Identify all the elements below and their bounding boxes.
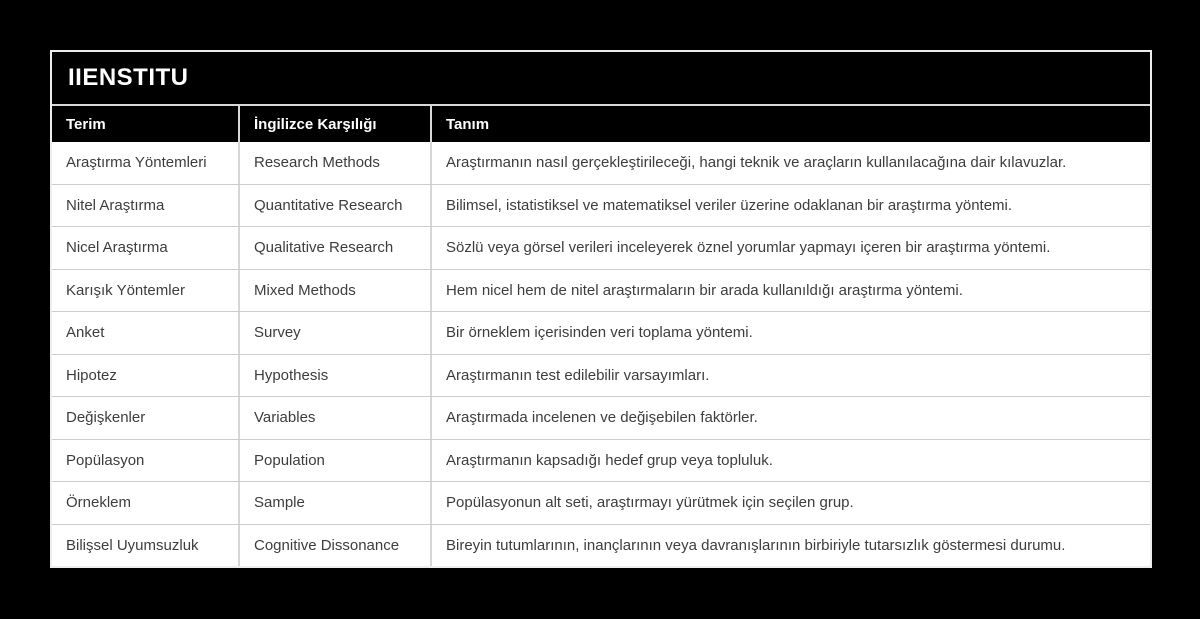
table-row: [52, 142, 1150, 184]
definition-cell: Araştırmada incelenen ve değişebilen faktörler.: [430, 397, 1150, 439]
column-header-term: Terim: [66, 115, 106, 133]
definition-cell: Araştırmanın test edilebilir varsayımları.: [430, 355, 1150, 397]
term-cell: Bilişsel Uyumsuzluk: [66, 536, 199, 554]
table-row: [52, 269, 1150, 312]
definition-cell: Hem nicel hem de nitel araştırmaların bir arada kullanıldığı araştırma yöntemi.: [430, 270, 1150, 312]
english-cell: Population: [238, 440, 430, 482]
definition-cell: Araştırmanın nasıl gerçekleştirileceği, hangi teknik ve araçların kullanılacağına dair kılavuzlar.: [430, 142, 1150, 184]
term-cell: Karışık Yöntemler: [66, 281, 185, 299]
english-cell: Quantitative Research: [238, 185, 430, 227]
definition-cell: Bireyin tutumlarının, inançlarının veya davranışlarının birbiriyle tutarsızlık göstermesi durumu.: [430, 525, 1150, 567]
english-cell: Survey: [238, 312, 430, 354]
term-cell: Değişkenler: [66, 409, 146, 427]
term-cell: Nitel Araştırma: [66, 196, 165, 214]
english-cell: Hypothesis: [238, 355, 430, 397]
table-row: [52, 524, 1150, 567]
term-cell: Hipotez: [66, 366, 117, 384]
table-row: [52, 439, 1150, 482]
table-row: [52, 354, 1150, 397]
term-cell: Anket: [66, 324, 105, 342]
term-cell: Nicel Araştırma: [66, 239, 168, 257]
glossary-table: [50, 50, 1152, 568]
table-row: [52, 226, 1150, 269]
term-cell: Popülasyon: [66, 451, 145, 469]
table-row: [52, 184, 1150, 227]
table-header-row: [52, 104, 1150, 142]
definition-cell: Bir örneklem içerisinden veri toplama yöntemi.: [430, 312, 1150, 354]
column-header-definition: Tanım: [430, 106, 1150, 142]
definition-cell: Popülasyonun alt seti, araştırmayı yürütmek için seçilen grup.: [430, 482, 1150, 524]
english-cell: Research Methods: [238, 142, 430, 184]
brand-title: IIENSTITU: [68, 64, 189, 91]
english-cell: Mixed Methods: [238, 270, 430, 312]
table-row: [52, 311, 1150, 354]
table-row: [52, 481, 1150, 524]
column-header-english: İngilizce Karşılığı: [238, 106, 430, 142]
term-cell: Araştırma Yöntemleri: [66, 154, 207, 172]
definition-cell: Araştırmanın kapsadığı hedef grup veya topluluk.: [430, 440, 1150, 482]
definition-cell: Sözlü veya görsel verileri inceleyerek öznel yorumlar yapmayı içeren bir araştırma yöntemi.: [430, 227, 1150, 269]
english-cell: Variables: [238, 397, 430, 439]
english-cell: Cognitive Dissonance: [238, 525, 430, 567]
term-cell: Örneklem: [66, 494, 132, 512]
brand-bar: [52, 52, 1150, 104]
english-cell: Qualitative Research: [238, 227, 430, 269]
table-body: [52, 142, 1150, 566]
english-cell: Sample: [238, 482, 430, 524]
definition-cell: Bilimsel, istatistiksel ve matematiksel veriler üzerine odaklanan bir araştırma yöntemi.: [430, 185, 1150, 227]
table-row: [52, 396, 1150, 439]
